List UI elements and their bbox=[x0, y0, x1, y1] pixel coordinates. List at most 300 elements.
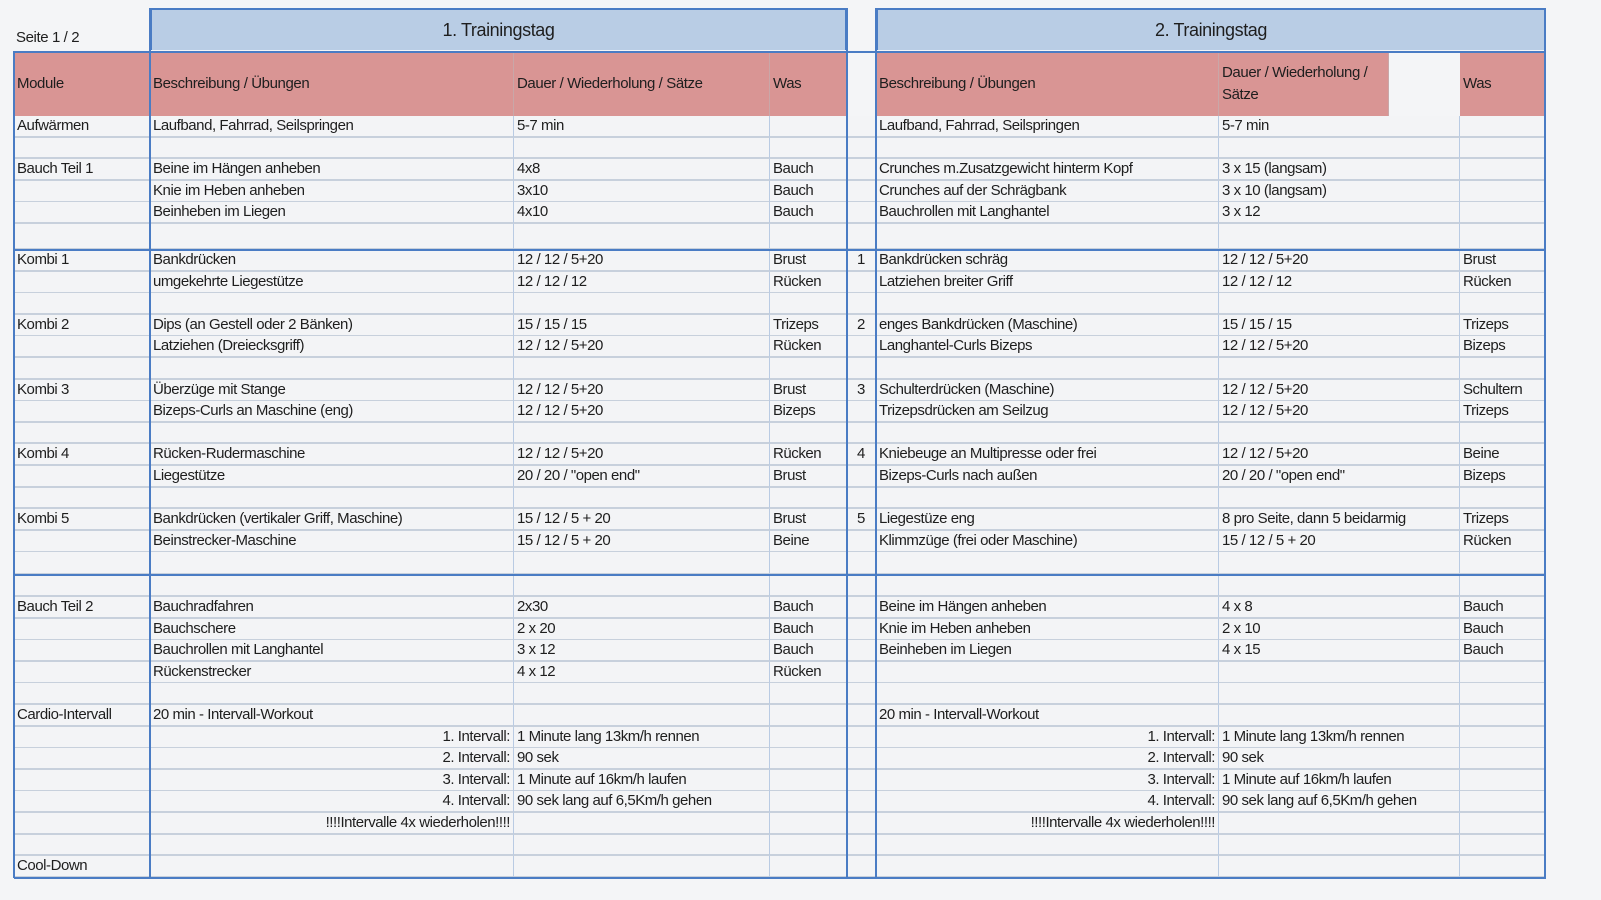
duration-day1-cell[interactable]: 5-7 min bbox=[514, 116, 770, 138]
module-cell[interactable] bbox=[14, 770, 150, 792]
description-day1-cell[interactable]: Latziehen (Dreiecksgriff) bbox=[150, 336, 514, 358]
table-row bbox=[14, 293, 1545, 315]
description-day2-cell[interactable] bbox=[876, 488, 1219, 510]
description-day2-cell[interactable]: enges Bankdrücken (Maschine) bbox=[876, 315, 1219, 337]
module-cell[interactable] bbox=[14, 272, 150, 294]
muscle-day1-cell[interactable] bbox=[770, 791, 847, 813]
combo-number-cell[interactable] bbox=[847, 791, 876, 813]
muscle-day2-cell[interactable]: Bauch bbox=[1460, 640, 1545, 662]
muscle-day1-cell[interactable]: Rücken bbox=[770, 336, 847, 358]
duration-day1-cell[interactable]: 15 / 12 / 5 + 20 bbox=[514, 509, 770, 531]
description-day2-cell[interactable] bbox=[876, 835, 1219, 857]
duration-day1-cell[interactable]: 12 / 12 / 5+20 bbox=[514, 380, 770, 402]
description-day1-cell[interactable]: 3. Intervall: bbox=[150, 770, 514, 792]
description-day1-cell[interactable]: Bankdrücken bbox=[150, 250, 514, 272]
muscle-day2-cell[interactable] bbox=[1460, 791, 1545, 813]
description-day1-cell[interactable]: Beine im Hängen anheben bbox=[150, 159, 514, 181]
description-day1-cell[interactable]: Liegestütze bbox=[150, 466, 514, 488]
muscle-day1-cell[interactable]: Bauch bbox=[770, 597, 847, 619]
module-cell[interactable] bbox=[14, 791, 150, 813]
combo-number-cell[interactable] bbox=[847, 619, 876, 641]
muscle-day2-cell[interactable]: Trizeps bbox=[1460, 315, 1545, 337]
muscle-day2-cell[interactable] bbox=[1460, 552, 1545, 575]
duration-day1-cell[interactable]: 15 / 12 / 5 + 20 bbox=[514, 531, 770, 553]
duration-day1-cell[interactable] bbox=[514, 358, 770, 380]
description-day2-cell[interactable]: Bizeps-Curls nach außen bbox=[876, 466, 1219, 488]
duration-day1-cell[interactable] bbox=[514, 683, 770, 705]
duration-day2-cell[interactable]: 12 / 12 / 5+20 bbox=[1219, 444, 1460, 466]
duration-day1-cell[interactable] bbox=[514, 705, 770, 727]
muscle-day2-cell[interactable]: Bizeps bbox=[1460, 466, 1545, 488]
duration-day1-cell[interactable]: 20 / 20 / "open end" bbox=[514, 466, 770, 488]
duration-day1-cell[interactable]: 90 sek bbox=[514, 748, 770, 770]
muscle-day2-cell[interactable] bbox=[1460, 159, 1545, 181]
description-day1-cell[interactable]: 1. Intervall: bbox=[150, 727, 514, 749]
muscle-day1-cell[interactable]: Trizeps bbox=[770, 315, 847, 337]
combo-number-cell[interactable] bbox=[847, 705, 876, 727]
muscle-day2-cell[interactable] bbox=[1460, 358, 1545, 380]
description-day1-cell[interactable]: Rücken-Rudermaschine bbox=[150, 444, 514, 466]
table-row bbox=[14, 531, 1545, 553]
combo-number-cell[interactable] bbox=[847, 358, 876, 380]
muscle-day2-cell[interactable] bbox=[1460, 224, 1545, 250]
description-day2-cell[interactable]: Klimmzüge (frei oder Maschine) bbox=[876, 531, 1219, 553]
combo-number-cell[interactable] bbox=[847, 138, 876, 160]
duration-day2-cell[interactable]: 3 x 12 bbox=[1219, 202, 1460, 224]
combo-number-cell[interactable] bbox=[847, 202, 876, 224]
muscle-day2-cell[interactable]: Bauch bbox=[1460, 597, 1545, 619]
muscle-day1-cell[interactable] bbox=[770, 748, 847, 770]
muscle-day1-cell[interactable]: Bauch bbox=[770, 181, 847, 203]
duration-day1-cell[interactable] bbox=[514, 224, 770, 250]
header-muscle-day1: Was bbox=[770, 51, 847, 116]
duration-day2-cell[interactable]: 15 / 12 / 5 + 20 bbox=[1219, 531, 1460, 553]
description-day2-cell[interactable]: Laufband, Fahrrad, Seilspringen bbox=[876, 116, 1219, 138]
muscle-day2-cell[interactable] bbox=[1460, 138, 1545, 160]
description-day2-cell[interactable]: Liegestüze eng bbox=[876, 509, 1219, 531]
muscle-day2-cell[interactable] bbox=[1460, 293, 1545, 315]
muscle-day1-cell[interactable] bbox=[770, 488, 847, 510]
muscle-day2-cell[interactable] bbox=[1460, 835, 1545, 857]
muscle-day2-cell[interactable]: Bizeps bbox=[1460, 336, 1545, 358]
description-day2-cell[interactable]: Langhantel-Curls Bizeps bbox=[876, 336, 1219, 358]
description-day1-cell[interactable]: Laufband, Fahrrad, Seilspringen bbox=[150, 116, 514, 138]
duration-day1-cell[interactable] bbox=[514, 488, 770, 510]
combo-number-cell[interactable] bbox=[847, 835, 876, 857]
duration-day1-cell[interactable] bbox=[514, 813, 770, 835]
description-day1-cell[interactable]: !!!!Intervalle 4x wiederholen!!!! bbox=[150, 813, 514, 835]
duration-day2-cell[interactable]: 1 Minute lang 13km/h rennen bbox=[1219, 727, 1460, 749]
duration-day1-cell[interactable]: 12 / 12 / 5+20 bbox=[514, 444, 770, 466]
description-day1-cell[interactable]: 20 min - Intervall-Workout bbox=[150, 705, 514, 727]
duration-day2-cell[interactable] bbox=[1219, 835, 1460, 857]
table-row bbox=[14, 640, 1545, 662]
table-row bbox=[14, 181, 1545, 203]
module-cell[interactable] bbox=[14, 662, 150, 684]
combo-number-cell[interactable] bbox=[847, 748, 876, 770]
description-day2-cell[interactable]: 4. Intervall: bbox=[876, 791, 1219, 813]
section-border bbox=[14, 574, 1546, 576]
duration-day2-cell[interactable]: 12 / 12 / 5+20 bbox=[1219, 250, 1460, 272]
muscle-day1-cell[interactable]: Brust bbox=[770, 250, 847, 272]
table-row bbox=[14, 224, 1545, 250]
duration-day2-cell[interactable]: 4 x 15 bbox=[1219, 640, 1460, 662]
duration-day2-cell[interactable] bbox=[1219, 662, 1460, 684]
module-cell[interactable] bbox=[14, 835, 150, 857]
muscle-day2-cell[interactable] bbox=[1460, 202, 1545, 224]
muscle-day2-cell[interactable] bbox=[1460, 683, 1545, 705]
combo-number-cell[interactable] bbox=[847, 575, 876, 597]
description-day1-cell[interactable]: Bauchradfahren bbox=[150, 597, 514, 619]
duration-day2-cell[interactable]: 8 pro Seite, dann 5 beidarmig bbox=[1219, 509, 1460, 531]
description-day2-cell[interactable]: Knie im Heben anheben bbox=[876, 619, 1219, 641]
muscle-day1-cell[interactable]: Bauch bbox=[770, 159, 847, 181]
description-day1-cell[interactable]: 2. Intervall: bbox=[150, 748, 514, 770]
muscle-day1-cell[interactable] bbox=[770, 552, 847, 575]
duration-day1-cell[interactable]: 15 / 15 / 15 bbox=[514, 315, 770, 337]
table-row bbox=[14, 662, 1545, 684]
duration-day1-cell[interactable]: 12 / 12 / 5+20 bbox=[514, 401, 770, 423]
muscle-day1-cell[interactable] bbox=[770, 683, 847, 705]
muscle-day1-cell[interactable]: Rücken bbox=[770, 444, 847, 466]
duration-day1-cell[interactable]: 1 Minute auf 16km/h laufen bbox=[514, 770, 770, 792]
muscle-day1-cell[interactable]: Beine bbox=[770, 531, 847, 553]
duration-day2-cell[interactable]: 1 Minute auf 16km/h laufen bbox=[1219, 770, 1460, 792]
table-row bbox=[14, 401, 1545, 423]
duration-day1-cell[interactable] bbox=[514, 552, 770, 575]
combo-number-cell[interactable] bbox=[847, 116, 876, 138]
description-day1-cell[interactable]: Beinstrecker-Maschine bbox=[150, 531, 514, 553]
module-cell[interactable] bbox=[14, 683, 150, 705]
module-cell[interactable]: Bauch Teil 1 bbox=[14, 159, 150, 181]
muscle-day1-cell[interactable]: Brust bbox=[770, 466, 847, 488]
duration-day2-cell[interactable]: 15 / 15 / 15 bbox=[1219, 315, 1460, 337]
muscle-day1-cell[interactable]: Bizeps bbox=[770, 401, 847, 423]
duration-day2-cell[interactable] bbox=[1219, 293, 1460, 315]
combo-number-cell[interactable] bbox=[847, 531, 876, 553]
duration-day1-cell[interactable]: 4 x 12 bbox=[514, 662, 770, 684]
duration-day1-cell[interactable]: 3 x 12 bbox=[514, 640, 770, 662]
duration-day1-cell[interactable] bbox=[514, 856, 770, 878]
combo-number-cell[interactable] bbox=[847, 597, 876, 619]
muscle-day2-cell[interactable] bbox=[1460, 705, 1545, 727]
description-day2-cell[interactable]: Crunches auf der Schrägbank bbox=[876, 181, 1219, 203]
description-day2-cell[interactable]: Trizepsdrücken am Seilzug bbox=[876, 401, 1219, 423]
description-day2-cell[interactable]: !!!!Intervalle 4x wiederholen!!!! bbox=[876, 813, 1219, 835]
duration-day1-cell[interactable] bbox=[514, 835, 770, 857]
combo-number-cell[interactable]: 3 bbox=[847, 380, 876, 402]
muscle-day2-cell[interactable] bbox=[1460, 813, 1545, 835]
description-day2-cell[interactable]: 3. Intervall: bbox=[876, 770, 1219, 792]
module-cell[interactable]: Kombi 4 bbox=[14, 444, 150, 466]
muscle-day2-cell[interactable]: Schultern bbox=[1460, 380, 1545, 402]
description-day2-cell[interactable]: Kniebeuge an Multipresse oder frei bbox=[876, 444, 1219, 466]
description-day2-cell[interactable] bbox=[876, 662, 1219, 684]
description-day2-cell[interactable]: Beine im Hängen anheben bbox=[876, 597, 1219, 619]
muscle-day1-cell[interactable]: Rücken bbox=[770, 272, 847, 294]
duration-day2-cell[interactable]: 5-7 min bbox=[1219, 116, 1460, 138]
description-day1-cell[interactable]: 4. Intervall: bbox=[150, 791, 514, 813]
duration-day1-cell[interactable]: 1 Minute lang 13km/h rennen bbox=[514, 727, 770, 749]
module-cell[interactable]: Kombi 1 bbox=[14, 250, 150, 272]
duration-day2-cell[interactable]: 12 / 12 / 12 bbox=[1219, 272, 1460, 294]
module-cell[interactable]: Aufwärmen bbox=[14, 116, 150, 138]
combo-number-cell[interactable] bbox=[847, 813, 876, 835]
duration-day2-cell[interactable] bbox=[1219, 856, 1460, 878]
description-day2-cell[interactable]: 1. Intervall: bbox=[876, 727, 1219, 749]
module-cell[interactable] bbox=[14, 423, 150, 445]
combo-number-cell[interactable]: 4 bbox=[847, 444, 876, 466]
muscle-day1-cell[interactable]: Bauch bbox=[770, 619, 847, 641]
combo-number-cell[interactable] bbox=[847, 224, 876, 250]
table-row bbox=[14, 138, 1545, 160]
duration-day2-cell[interactable] bbox=[1219, 552, 1460, 575]
combo-number-cell[interactable] bbox=[847, 683, 876, 705]
description-day2-cell[interactable] bbox=[876, 358, 1219, 380]
module-cell[interactable] bbox=[14, 488, 150, 510]
module-cell[interactable] bbox=[14, 401, 150, 423]
description-day2-cell[interactable]: 2. Intervall: bbox=[876, 748, 1219, 770]
muscle-day1-cell[interactable] bbox=[770, 813, 847, 835]
combo-number-cell[interactable] bbox=[847, 272, 876, 294]
duration-day2-cell[interactable] bbox=[1219, 358, 1460, 380]
duration-day2-cell[interactable]: 12 / 12 / 5+20 bbox=[1219, 401, 1460, 423]
muscle-day2-cell[interactable]: Trizeps bbox=[1460, 401, 1545, 423]
module-cell[interactable] bbox=[14, 531, 150, 553]
duration-day2-cell[interactable]: 12 / 12 / 5+20 bbox=[1219, 336, 1460, 358]
duration-day2-cell[interactable] bbox=[1219, 488, 1460, 510]
muscle-day1-cell[interactable] bbox=[770, 856, 847, 878]
muscle-day1-cell[interactable] bbox=[770, 727, 847, 749]
duration-day1-cell[interactable] bbox=[514, 293, 770, 315]
description-day1-cell[interactable] bbox=[150, 575, 514, 597]
description-day2-cell[interactable] bbox=[876, 683, 1219, 705]
module-cell[interactable]: Bauch Teil 2 bbox=[14, 597, 150, 619]
muscle-day2-cell[interactable] bbox=[1460, 116, 1545, 138]
module-cell[interactable] bbox=[14, 466, 150, 488]
duration-day1-cell[interactable]: 12 / 12 / 12 bbox=[514, 272, 770, 294]
muscle-day2-cell[interactable] bbox=[1460, 748, 1545, 770]
combo-number-cell[interactable] bbox=[847, 770, 876, 792]
description-day1-cell[interactable]: Bauchrollen mit Langhantel bbox=[150, 640, 514, 662]
header-module: Module bbox=[14, 51, 150, 116]
module-cell[interactable] bbox=[14, 813, 150, 835]
combo-number-cell[interactable] bbox=[847, 181, 876, 203]
description-day1-cell[interactable]: umgekehrte Liegestütze bbox=[150, 272, 514, 294]
combo-number-cell[interactable]: 5 bbox=[847, 509, 876, 531]
module-cell[interactable] bbox=[14, 575, 150, 597]
combo-number-cell[interactable] bbox=[847, 293, 876, 315]
muscle-day2-cell[interactable] bbox=[1460, 181, 1545, 203]
muscle-day2-cell[interactable]: Trizeps bbox=[1460, 509, 1545, 531]
muscle-day2-cell[interactable] bbox=[1460, 423, 1545, 445]
description-day2-cell[interactable]: Crunches m.Zusatzgewicht hinterm Kopf bbox=[876, 159, 1219, 181]
description-day2-cell[interactable]: Bauchrollen mit Langhantel bbox=[876, 202, 1219, 224]
module-cell[interactable] bbox=[14, 138, 150, 160]
header-gap bbox=[847, 51, 876, 116]
description-day1-cell[interactable]: Beinheben im Liegen bbox=[150, 202, 514, 224]
duration-day1-cell[interactable] bbox=[514, 423, 770, 445]
combo-number-cell[interactable] bbox=[847, 423, 876, 445]
duration-day1-cell[interactable]: 4x8 bbox=[514, 159, 770, 181]
muscle-day2-cell[interactable] bbox=[1460, 856, 1545, 878]
duration-day2-cell[interactable]: 2 x 10 bbox=[1219, 619, 1460, 641]
muscle-day2-cell[interactable]: Bauch bbox=[1460, 619, 1545, 641]
muscle-day1-cell[interactable]: Rücken bbox=[770, 662, 847, 684]
description-day1-cell[interactable]: Knie im Heben anheben bbox=[150, 181, 514, 203]
combo-number-cell[interactable]: 1 bbox=[847, 250, 876, 272]
description-day1-cell[interactable] bbox=[150, 552, 514, 575]
description-day1-cell[interactable] bbox=[150, 224, 514, 250]
description-day2-cell[interactable] bbox=[876, 856, 1219, 878]
muscle-day1-cell[interactable] bbox=[770, 423, 847, 445]
header-description-day2: Beschreibung / Übungen bbox=[876, 51, 1219, 116]
description-day1-cell[interactable] bbox=[150, 856, 514, 878]
muscle-day2-cell[interactable] bbox=[1460, 662, 1545, 684]
module-cell[interactable] bbox=[14, 640, 150, 662]
module-cell[interactable] bbox=[14, 202, 150, 224]
description-day2-cell[interactable]: 20 min - Intervall-Workout bbox=[876, 705, 1219, 727]
duration-day1-cell[interactable]: 12 / 12 / 5+20 bbox=[514, 336, 770, 358]
description-day1-cell[interactable] bbox=[150, 358, 514, 380]
description-day1-cell[interactable] bbox=[150, 138, 514, 160]
muscle-day1-cell[interactable] bbox=[770, 116, 847, 138]
description-day1-cell[interactable] bbox=[150, 488, 514, 510]
combo-number-cell[interactable] bbox=[847, 727, 876, 749]
combo-number-cell[interactable] bbox=[847, 662, 876, 684]
muscle-day1-cell[interactable]: Bauch bbox=[770, 640, 847, 662]
muscle-day1-cell[interactable] bbox=[770, 705, 847, 727]
module-cell[interactable] bbox=[14, 181, 150, 203]
duration-day2-cell[interactable] bbox=[1219, 705, 1460, 727]
combo-number-cell[interactable] bbox=[847, 856, 876, 878]
description-day1-cell[interactable]: Rückenstrecker bbox=[150, 662, 514, 684]
muscle-day2-cell[interactable]: Brust bbox=[1460, 250, 1545, 272]
description-day2-cell[interactable]: Beinheben im Liegen bbox=[876, 640, 1219, 662]
duration-day2-cell[interactable] bbox=[1219, 683, 1460, 705]
description-day2-cell[interactable] bbox=[876, 552, 1219, 575]
muscle-day2-cell[interactable] bbox=[1460, 770, 1545, 792]
module-cell[interactable] bbox=[14, 336, 150, 358]
combo-number-cell[interactable] bbox=[847, 336, 876, 358]
muscle-day1-cell[interactable] bbox=[770, 770, 847, 792]
muscle-day2-cell[interactable] bbox=[1460, 488, 1545, 510]
duration-day2-cell[interactable]: 3 x 10 (langsam) bbox=[1219, 181, 1460, 203]
muscle-day1-cell[interactable]: Brust bbox=[770, 509, 847, 531]
description-day1-cell[interactable] bbox=[150, 835, 514, 857]
module-cell[interactable] bbox=[14, 748, 150, 770]
description-day2-cell[interactable] bbox=[876, 575, 1219, 597]
description-day1-cell[interactable]: Bizeps-Curls an Maschine (eng) bbox=[150, 401, 514, 423]
description-day2-cell[interactable]: Schulterdrücken (Maschine) bbox=[876, 380, 1219, 402]
description-day1-cell[interactable]: Bauchschere bbox=[150, 619, 514, 641]
muscle-day1-cell[interactable] bbox=[770, 224, 847, 250]
duration-day1-cell[interactable]: 4x10 bbox=[514, 202, 770, 224]
description-day1-cell[interactable]: Überzüge mit Stange bbox=[150, 380, 514, 402]
combo-number-cell[interactable] bbox=[847, 488, 876, 510]
muscle-day2-cell[interactable]: Beine bbox=[1460, 444, 1545, 466]
table-row bbox=[14, 116, 1545, 138]
table-row bbox=[14, 856, 1545, 878]
module-cell[interactable]: Cardio-Intervall bbox=[14, 705, 150, 727]
duration-day1-cell[interactable]: 2x30 bbox=[514, 597, 770, 619]
muscle-day1-cell[interactable]: Brust bbox=[770, 380, 847, 402]
description-day1-cell[interactable]: Dips (an Gestell oder 2 Bänken) bbox=[150, 315, 514, 337]
module-cell[interactable]: Cool-Down bbox=[14, 856, 150, 878]
module-cell[interactable]: Kombi 5 bbox=[14, 509, 150, 531]
duration-day2-cell[interactable] bbox=[1219, 224, 1460, 250]
module-cell[interactable] bbox=[14, 727, 150, 749]
description-day1-cell[interactable] bbox=[150, 683, 514, 705]
description-day2-cell[interactable] bbox=[876, 138, 1219, 160]
description-day1-cell[interactable] bbox=[150, 423, 514, 445]
module-cell[interactable] bbox=[14, 552, 150, 575]
muscle-day1-cell[interactable] bbox=[770, 835, 847, 857]
muscle-day2-cell[interactable] bbox=[1460, 575, 1545, 597]
muscle-day1-cell[interactable] bbox=[770, 358, 847, 380]
table-row bbox=[14, 380, 1545, 402]
module-cell[interactable]: Kombi 3 bbox=[14, 380, 150, 402]
duration-day2-cell[interactable] bbox=[1219, 423, 1460, 445]
duration-day2-cell[interactable]: 90 sek lang auf 6,5Km/h gehen bbox=[1219, 791, 1460, 813]
module-cell[interactable]: Kombi 2 bbox=[14, 315, 150, 337]
duration-day2-cell[interactable] bbox=[1219, 813, 1460, 835]
muscle-day2-cell[interactable]: Rücken bbox=[1460, 531, 1545, 553]
duration-day2-cell[interactable] bbox=[1219, 575, 1460, 597]
description-day2-cell[interactable] bbox=[876, 423, 1219, 445]
description-day2-cell[interactable] bbox=[876, 224, 1219, 250]
muscle-day2-cell[interactable]: Rücken bbox=[1460, 272, 1545, 294]
description-day1-cell[interactable] bbox=[150, 293, 514, 315]
muscle-day2-cell[interactable] bbox=[1460, 727, 1545, 749]
combo-number-cell[interactable] bbox=[847, 552, 876, 575]
description-day2-cell[interactable]: Latziehen breiter Griff bbox=[876, 272, 1219, 294]
duration-day2-cell[interactable]: 90 sek bbox=[1219, 748, 1460, 770]
combo-number-cell[interactable] bbox=[847, 401, 876, 423]
module-cell[interactable] bbox=[14, 224, 150, 250]
combo-number-cell[interactable] bbox=[847, 640, 876, 662]
muscle-day1-cell[interactable] bbox=[770, 293, 847, 315]
duration-day1-cell[interactable]: 90 sek lang auf 6,5Km/h gehen bbox=[514, 791, 770, 813]
duration-day2-cell[interactable]: 4 x 8 bbox=[1219, 597, 1460, 619]
duration-day1-cell[interactable] bbox=[514, 138, 770, 160]
description-day1-cell[interactable]: Bankdrücken (vertikaler Griff, Maschine) bbox=[150, 509, 514, 531]
duration-day1-cell[interactable]: 3x10 bbox=[514, 181, 770, 203]
table-border bbox=[846, 8, 848, 878]
description-day2-cell[interactable] bbox=[876, 293, 1219, 315]
module-cell[interactable] bbox=[14, 293, 150, 315]
duration-day2-cell[interactable] bbox=[1219, 138, 1460, 160]
duration-day2-cell[interactable]: 12 / 12 / 5+20 bbox=[1219, 380, 1460, 402]
combo-number-cell[interactable]: 2 bbox=[847, 315, 876, 337]
table-border bbox=[1544, 8, 1546, 878]
duration-day1-cell[interactable]: 12 / 12 / 5+20 bbox=[514, 250, 770, 272]
muscle-day1-cell[interactable]: Bauch bbox=[770, 202, 847, 224]
module-cell[interactable] bbox=[14, 358, 150, 380]
duration-day1-cell[interactable]: 2 x 20 bbox=[514, 619, 770, 641]
table-row bbox=[14, 552, 1545, 575]
module-cell[interactable] bbox=[14, 619, 150, 641]
combo-number-cell[interactable] bbox=[847, 466, 876, 488]
muscle-day1-cell[interactable] bbox=[770, 575, 847, 597]
duration-day2-cell[interactable]: 20 / 20 / "open end" bbox=[1219, 466, 1460, 488]
table-border bbox=[13, 51, 15, 878]
combo-number-cell[interactable] bbox=[847, 159, 876, 181]
duration-day1-cell[interactable] bbox=[514, 575, 770, 597]
duration-day2-cell[interactable]: 3 x 15 (langsam) bbox=[1219, 159, 1460, 181]
muscle-day1-cell[interactable] bbox=[770, 138, 847, 160]
description-day2-cell[interactable]: Bankdrücken schräg bbox=[876, 250, 1219, 272]
